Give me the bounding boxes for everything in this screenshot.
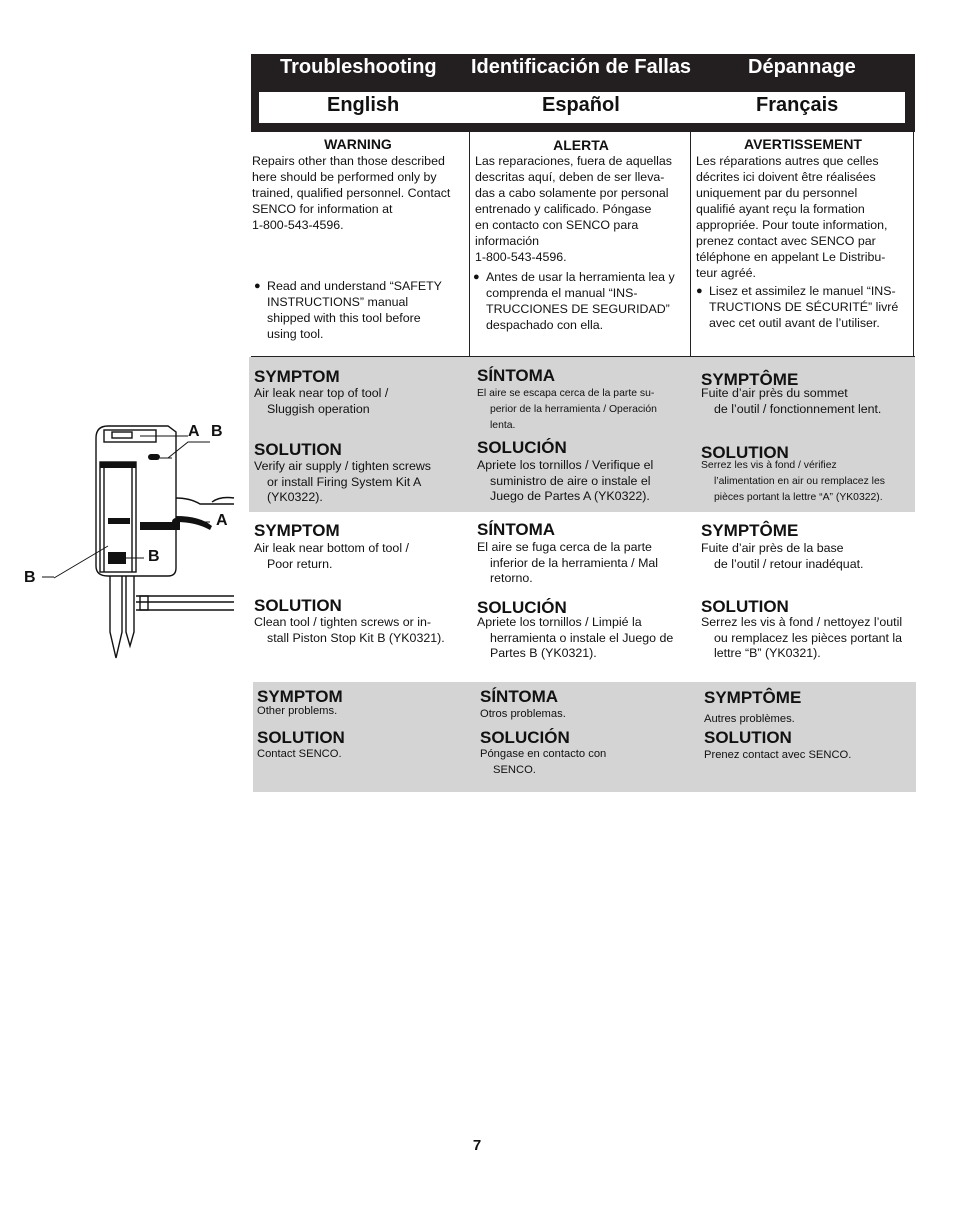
solution-text: Prenez contact avec SENCO.	[704, 749, 852, 761]
text-line: 1-800-543-4596.	[475, 250, 567, 264]
text-line: Verify air supply / tighten screws	[254, 459, 431, 473]
page-number: 7	[472, 1137, 482, 1154]
symptom-heading: SÍNTOMA	[477, 366, 556, 385]
text-line: pièces portant la lettre “A” (YK0322).	[714, 492, 883, 503]
warning-text	[252, 153, 450, 233]
solution-text	[477, 458, 691, 505]
solution-text	[701, 458, 915, 506]
text-line: uniquement par du personnel	[696, 186, 858, 200]
text-line: l’alimentation en air ou remplacez les	[714, 476, 885, 487]
text-line: información	[475, 234, 540, 248]
title-french: Dépannage	[748, 56, 856, 78]
solution-text	[477, 615, 691, 662]
header-bar	[251, 54, 915, 132]
solution-text	[254, 459, 468, 506]
warning-title: ALERTA	[553, 137, 609, 153]
bottom-bumper	[108, 552, 126, 564]
solution-heading: SOLUCIÓN	[477, 438, 567, 457]
text-line: Serrez les vis à fond / vérifiez	[701, 460, 837, 471]
top-seal	[100, 462, 136, 468]
warning-title: WARNING	[324, 136, 392, 152]
text-line: Antes de usar la herramienta lea y	[486, 270, 675, 284]
text-line: using tool.	[267, 327, 324, 341]
safety-bullet	[695, 283, 898, 331]
safety-bullet	[253, 278, 442, 342]
text-line: lenta.	[490, 420, 516, 431]
text-line: en contacto con SENCO para	[475, 218, 639, 232]
text-line: ou remplacez les pièces portant la	[714, 630, 903, 645]
warning-text	[696, 153, 887, 281]
text-line: comprenda el manual “INS-	[486, 286, 638, 300]
solution-heading: SOLUCIÓN	[480, 728, 570, 747]
callout-label-b: B	[148, 548, 160, 565]
symptom-text: Autres problèmes.	[704, 713, 795, 725]
symptom-text	[254, 386, 464, 417]
warning-text	[475, 153, 672, 265]
solution-text	[254, 615, 468, 646]
text-line: 1-800-543-4596.	[252, 218, 344, 232]
title-english: Troubleshooting	[280, 56, 437, 78]
symptom-text	[254, 541, 468, 572]
text-line: Air leak near bottom of tool /	[254, 541, 409, 555]
symptom-heading: SYMPTÔME	[701, 370, 799, 389]
text-line: de l’outil / fonctionnement lent.	[714, 401, 882, 416]
symptom-text: Other problems.	[257, 705, 338, 717]
tool-cross-section-diagram	[20, 418, 242, 666]
column-divider	[469, 132, 470, 356]
symptom-heading: SYMPTOM	[254, 521, 340, 540]
plug	[148, 454, 160, 460]
symptom-heading: SYMPTOM	[254, 367, 340, 386]
language-french: Français	[756, 94, 839, 116]
text-line: Las reparaciones, fuera de aquellas	[475, 154, 673, 168]
bullet-dot-icon: ●	[696, 285, 703, 297]
callout-label-b: B	[24, 569, 36, 586]
symptom-text	[477, 540, 691, 587]
text-line: SENCO.	[493, 763, 536, 776]
text-line: qualifié ayant reçu la formation	[696, 202, 865, 216]
text-line: avec cet outil avant de l’utiliser.	[709, 316, 880, 330]
column-divider	[913, 132, 914, 356]
text-line: Repairs other than those described	[252, 154, 445, 168]
text-line: TRUCTIONS DE SÉCURITÉ” livré	[709, 300, 899, 314]
text-line: Fuite d’air près de la base	[701, 541, 844, 555]
text-line: Serrez les vis à fond / nettoyez l’outil	[701, 615, 903, 629]
text-line: entrenado y calificado. Póngase	[475, 202, 652, 216]
symptom-heading: SYMPTÔME	[704, 688, 802, 707]
text-line: Partes B (YK0321).	[490, 646, 597, 660]
language-spanish: Español	[542, 94, 620, 116]
text-line: de l’outil / retour inadéquat.	[714, 556, 864, 571]
text-line: Juego de Partes A (YK0322).	[490, 489, 650, 503]
title-spanish: Identificación de Fallas	[471, 56, 692, 78]
text-line: Apriete los tornillos / Limpié la	[477, 615, 642, 629]
text-line: trained, qualified personnel. Contact	[252, 186, 451, 200]
solution-heading: SOLUTION	[254, 596, 342, 615]
language-bar	[259, 92, 905, 123]
solution-heading: SOLUTION	[254, 440, 342, 459]
solution-text	[480, 747, 606, 778]
text-line: inferior de la herramienta / Mal	[490, 555, 659, 570]
text-line: Les réparations autres que celles	[696, 154, 879, 168]
text-line: téléphone en appelant Le Distribu-	[696, 250, 886, 264]
text-line: (YK0322).	[267, 490, 323, 504]
column-divider	[690, 132, 691, 356]
text-line: Póngase en contacto con	[480, 748, 607, 760]
text-line: Lisez et assimilez le manuel “INS-	[709, 284, 896, 298]
symptom-text	[701, 386, 915, 417]
text-line: Air leak near top of tool /	[254, 386, 389, 400]
warning-section	[251, 132, 915, 357]
symptom-heading: SYMPTÔME	[701, 521, 799, 540]
text-line: perior de la herramienta / Operación	[490, 404, 657, 415]
callout-label-a: A	[188, 423, 200, 440]
piston	[108, 518, 130, 524]
callout-label-a: A	[216, 512, 228, 529]
solution-heading: SOLUTION	[257, 728, 345, 747]
solution-heading: SOLUTION	[701, 597, 789, 616]
solution-text: Contact SENCO.	[257, 748, 342, 760]
text-line: teur agréé.	[696, 266, 756, 280]
cap-detail	[112, 432, 132, 438]
text-line: Read and understand “SAFETY	[267, 279, 442, 293]
text-line: herramienta o instale el Juego de	[490, 630, 674, 645]
text-line: Fuite d’air près du sommet	[701, 386, 848, 400]
text-line: suministro de aire o instale el	[490, 473, 651, 488]
symptom-heading: SÍNTOMA	[480, 687, 559, 706]
symptom-heading: SYMPTOM	[257, 687, 343, 706]
text-line: Sluggish operation	[267, 401, 370, 416]
language-english: English	[327, 94, 400, 116]
solution-heading: SOLUCIÓN	[477, 598, 567, 617]
text-line: TRUCCIONES DE SEGURIDAD”	[486, 302, 670, 316]
symptom-text: Otros problemas.	[480, 708, 566, 720]
solution-heading: SOLUTION	[704, 728, 792, 747]
text-line: El aire se escapa cerca de la parte su-	[477, 388, 655, 399]
text-line: prenez contact avec SENCO par	[696, 234, 876, 248]
callout-label-b: B	[211, 423, 223, 440]
text-line: stall Piston Stop Kit B (YK0321).	[267, 630, 445, 645]
valve-screw	[172, 518, 180, 526]
text-line: or install Firing System Kit A	[267, 474, 422, 489]
text-line: das a cabo solamente por personal	[475, 186, 669, 200]
symptom-heading: SÍNTOMA	[477, 520, 556, 539]
symptom-text	[477, 386, 691, 434]
text-line: SENCO for information at	[252, 202, 393, 216]
text-line: despachado con ella.	[486, 318, 604, 332]
text-line: appropriée. Pour toute information,	[696, 218, 888, 232]
text-line: shipped with this tool before	[267, 311, 421, 325]
text-line: INSTRUCTIONS” manual	[267, 295, 409, 309]
safety-bullet	[472, 269, 675, 333]
text-line: Clean tool / tighten screws or in-	[254, 615, 431, 629]
bullet-dot-icon: ●	[254, 280, 261, 292]
solution-heading: SOLUTION	[701, 443, 789, 462]
text-line: Poor return.	[267, 556, 333, 571]
warning-title: AVERTISSEMENT	[744, 136, 862, 152]
text-line: descritas aquí, deben de ser lleva-	[475, 170, 665, 184]
solution-text	[701, 615, 919, 662]
text-line: lettre “B” (YK0321).	[714, 646, 821, 660]
text-line: El aire se fuga cerca de la parte	[477, 540, 652, 554]
text-line: décrites ici doivent être réalisées	[696, 170, 876, 184]
bullet-dot-icon: ●	[473, 271, 480, 283]
text-line: here should be performed only by	[252, 170, 437, 184]
text-line: retorno.	[490, 571, 533, 585]
text-line: Apriete los tornillos / Verifique el	[477, 458, 654, 472]
symptom-text	[701, 541, 917, 572]
